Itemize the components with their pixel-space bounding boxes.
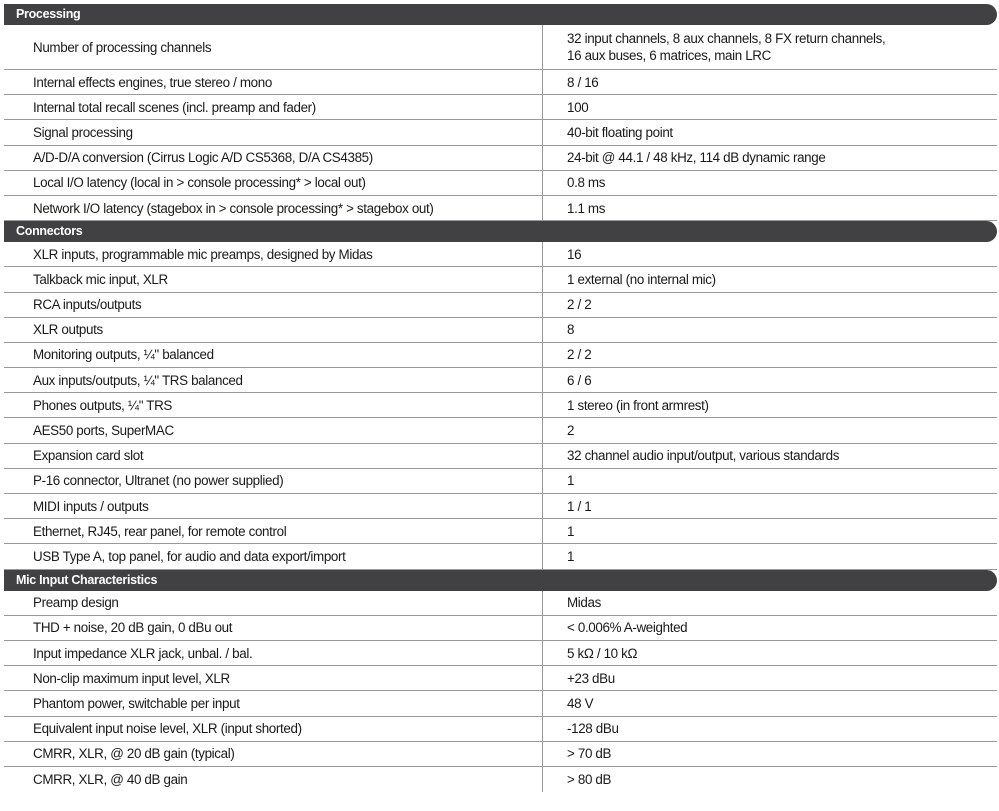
- spec-value-line: -128 dBu: [567, 721, 619, 737]
- spec-value-line: 1.1 ms: [567, 200, 606, 216]
- spec-value-line: 40-bit floating point: [567, 124, 673, 140]
- spec-row: [4, 469, 997, 494]
- spec-value-line: 16 aux buses, 6 matrices, main LRC: [567, 48, 771, 63]
- spec-row: [4, 616, 997, 641]
- spec-label: Local I/O latency (local in > console processing* > local out): [4, 171, 543, 195]
- spec-label: Internal total recall scenes (incl. preamp and fader): [4, 95, 543, 119]
- spec-value: [543, 293, 997, 317]
- spec-label: USB Type A, top panel, for audio and data export/import: [4, 544, 543, 568]
- spec-label: XLR inputs, programmable mic preamps, designed by Midas: [4, 242, 543, 266]
- spec-row: [4, 393, 997, 418]
- spec-label: A/D-D/A conversion (Cirrus Logic A/D CS5368, D/A CS4385): [4, 146, 543, 170]
- spec-row: [4, 641, 997, 666]
- spec-value-line: < 0.006% A-weighted: [567, 620, 688, 636]
- spec-label: Expansion card slot: [4, 444, 543, 468]
- spec-row: [4, 444, 997, 469]
- spec-value-line: 1: [567, 473, 575, 489]
- spec-value: [543, 666, 997, 690]
- spec-value: [543, 691, 997, 715]
- spec-row: [4, 120, 997, 145]
- spec-value: [543, 171, 997, 195]
- spec-row: [4, 544, 997, 569]
- spec-value-line: 1: [567, 523, 575, 539]
- spec-value: [543, 70, 997, 94]
- spec-label: XLR outputs: [4, 318, 543, 342]
- spec-label: Monitoring outputs, ¼" balanced: [4, 343, 543, 367]
- spec-row: [4, 171, 997, 196]
- spec-value: [543, 469, 997, 493]
- spec-value: [543, 95, 997, 119]
- spec-value-line: 100: [567, 99, 589, 115]
- spec-value: [543, 393, 997, 417]
- spec-row: [4, 742, 997, 767]
- spec-label: Non-clip maximum input level, XLR: [4, 666, 543, 690]
- spec-value: [543, 368, 997, 392]
- spec-row: [4, 368, 997, 393]
- spec-label: CMRR, XLR, @ 20 dB gain (typical): [4, 742, 543, 766]
- spec-value-line: 1: [567, 548, 575, 564]
- spec-label: AES50 ports, SuperMAC: [4, 418, 543, 442]
- spec-value-line: 1 stereo (in front armrest): [567, 397, 709, 413]
- spec-value-line: +23 dBu: [567, 670, 615, 686]
- spec-row: [4, 242, 997, 267]
- spec-value: [543, 418, 997, 442]
- spec-value-line: 1 external (no internal mic): [567, 271, 716, 287]
- spec-row: [4, 519, 997, 544]
- spec-value-line: 8: [567, 322, 575, 338]
- spec-value: [543, 120, 997, 144]
- spec-row: [4, 146, 997, 171]
- spec-label: Internal effects engines, true stereo / mono: [4, 70, 543, 94]
- spec-row: [4, 343, 997, 368]
- spec-label: Phones outputs, ¼" TRS: [4, 393, 543, 417]
- spec-value: [543, 494, 997, 518]
- spec-value-line: 0.8 ms: [567, 175, 606, 191]
- spec-row: [4, 494, 997, 519]
- spec-label: Talkback mic input, XLR: [4, 267, 543, 291]
- spec-label: Aux inputs/outputs, ¼" TRS balanced: [4, 368, 543, 392]
- spec-row: [4, 691, 997, 716]
- spec-value-line: 2: [567, 423, 575, 439]
- spec-label: Equivalent input noise level, XLR (input shorted): [4, 717, 543, 741]
- spec-row: [4, 196, 997, 221]
- spec-label: THD + noise, 20 dB gain, 0 dBu out: [4, 616, 543, 640]
- spec-value: [543, 544, 997, 568]
- spec-value: [543, 318, 997, 342]
- spec-value: [543, 25, 997, 69]
- spec-value: [543, 267, 997, 291]
- spec-value: [543, 616, 997, 640]
- spec-sheet: [4, 4, 997, 792]
- spec-label: Ethernet, RJ45, rear panel, for remote control: [4, 519, 543, 543]
- spec-value: [543, 591, 997, 615]
- spec-value-line: 24-bit @ 44.1 / 48 kHz, 114 dB dynamic range: [567, 150, 826, 166]
- spec-value-line: 8 / 16: [567, 74, 599, 90]
- spec-value-line: 2 / 2: [567, 347, 592, 363]
- spec-label: Signal processing: [4, 120, 543, 144]
- spec-row: [4, 25, 997, 70]
- spec-row: [4, 267, 997, 292]
- spec-value-line: Midas: [567, 595, 601, 611]
- spec-row: [4, 418, 997, 443]
- spec-row: [4, 767, 997, 792]
- spec-value-line: 48 V: [567, 695, 594, 711]
- section-header: Processing: [4, 4, 997, 25]
- spec-label: Number of processing channels: [4, 25, 543, 69]
- spec-value-line: > 70 dB: [567, 746, 612, 762]
- spec-label: RCA inputs/outputs: [4, 293, 543, 317]
- spec-label: MIDI inputs / outputs: [4, 494, 543, 518]
- spec-value-line: 32 channel audio input/output, various standards: [567, 448, 840, 464]
- spec-value: [543, 343, 997, 367]
- spec-value: [543, 641, 997, 665]
- spec-value-line: > 80 dB: [567, 771, 612, 787]
- spec-row: [4, 70, 997, 95]
- spec-value: [543, 717, 997, 741]
- spec-value-line: 5 kΩ / 10 kΩ: [567, 645, 638, 661]
- spec-value: [543, 519, 997, 543]
- section-header: Connectors: [4, 221, 997, 242]
- spec-value-line: 6 / 6: [567, 372, 592, 388]
- spec-label: Network I/O latency (stagebox in > console processing* > stagebox out): [4, 196, 543, 220]
- spec-value-line: 2 / 2: [567, 297, 592, 313]
- spec-label: Input impedance XLR jack, unbal. / bal.: [4, 641, 543, 665]
- spec-value: [543, 767, 997, 792]
- spec-label: Phantom power, switchable per input: [4, 691, 543, 715]
- section-header: Mic Input Characteristics: [4, 570, 997, 591]
- spec-value: [543, 146, 997, 170]
- spec-row: [4, 666, 997, 691]
- spec-row: [4, 293, 997, 318]
- spec-value: [543, 242, 997, 266]
- spec-value-line: 1 / 1: [567, 498, 592, 514]
- spec-row: [4, 591, 997, 616]
- spec-value: [543, 444, 997, 468]
- spec-value: [543, 196, 997, 220]
- spec-row: [4, 318, 997, 343]
- spec-value-line: 32 input channels, 8 aux channels, 8 FX return channels,: [567, 31, 886, 46]
- spec-label: P-16 connector, Ultranet (no power supplied): [4, 469, 543, 493]
- spec-row: [4, 717, 997, 742]
- spec-label: CMRR, XLR, @ 40 dB gain: [4, 767, 543, 792]
- spec-row: [4, 95, 997, 120]
- spec-label: Preamp design: [4, 591, 543, 615]
- spec-value-line: 16: [567, 246, 582, 262]
- spec-value: [543, 742, 997, 766]
